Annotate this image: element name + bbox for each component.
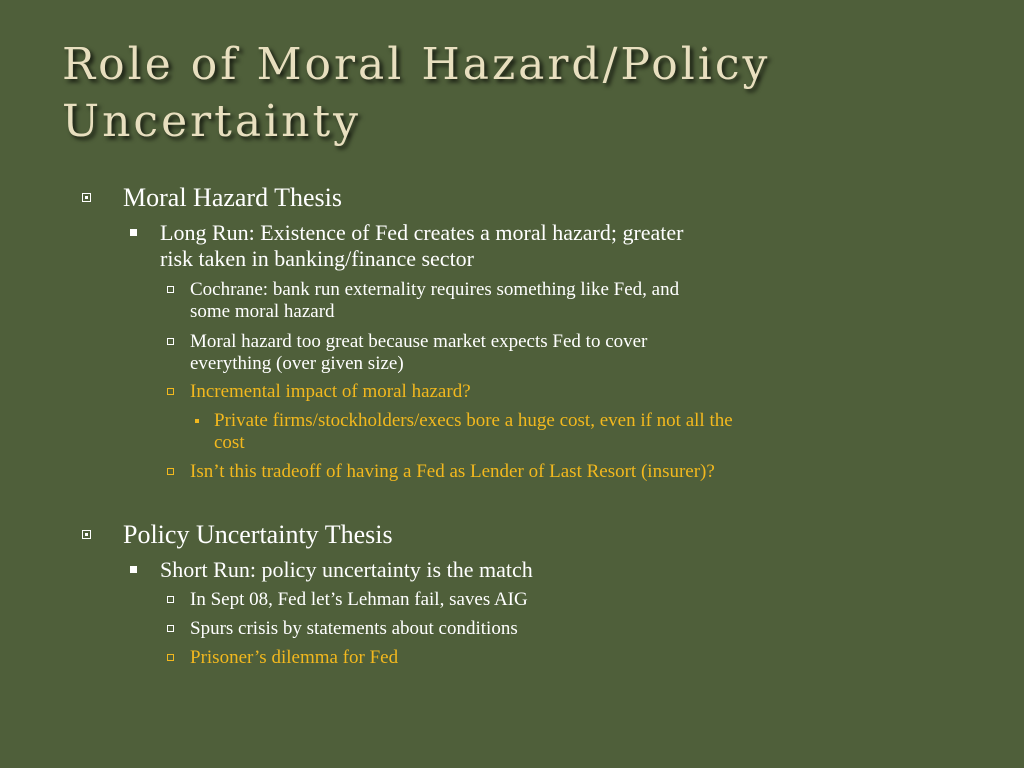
hollow-square-bullet-icon <box>167 388 174 395</box>
hollow-square-bullet-icon <box>167 654 174 661</box>
hollow-square-bullet-icon <box>167 286 174 293</box>
bullet-lehman: In Sept 08, Fed let’s Lehman fail, saves AIG <box>190 589 528 611</box>
slide-title-line-2: Uncertainty <box>62 96 361 147</box>
bullet-cochrane: Cochrane: bank run externality requires something like Fed, and some moral hazard <box>190 279 679 323</box>
small-square-bullet-icon <box>195 419 199 423</box>
bullet-short-run: Short Run: policy uncertainty is the match <box>160 557 533 583</box>
filled-square-bullet-icon <box>130 566 137 573</box>
bullet-policy-uncertainty-thesis: Policy Uncertainty Thesis <box>123 520 393 550</box>
bullet-incremental-impact: Incremental impact of moral hazard? <box>190 381 471 403</box>
hollow-square-bullet-icon <box>167 596 174 603</box>
bullet-private-firms: Private firms/stockholders/execs bore a huge cost, even if not all the cost <box>214 410 733 454</box>
filled-square-bullet-icon <box>130 229 137 236</box>
bullet-long-run: Long Run: Existence of Fed creates a moral hazard; greater risk taken in banking/finance sector <box>160 220 684 272</box>
bullet-tradeoff: Isn’t this tradeoff of having a Fed as Lender of Last Resort (insurer)? <box>190 461 715 483</box>
bullet-spurs-crisis: Spurs crisis by statements about conditions <box>190 618 518 640</box>
bullet-too-great: Moral hazard too great because market expects Fed to cover everything (over given size) <box>190 331 647 375</box>
bullet-moral-hazard-thesis: Moral Hazard Thesis <box>123 183 342 213</box>
hollow-square-bullet-icon <box>167 338 174 345</box>
bullet-prisoners-dilemma: Prisoner’s dilemma for Fed <box>190 647 398 669</box>
square-bullet-icon <box>82 530 91 539</box>
square-bullet-icon <box>82 193 91 202</box>
slide-title-line-1: Role of Moral Hazard/Policy <box>62 39 771 90</box>
hollow-square-bullet-icon <box>167 468 174 475</box>
hollow-square-bullet-icon <box>167 625 174 632</box>
